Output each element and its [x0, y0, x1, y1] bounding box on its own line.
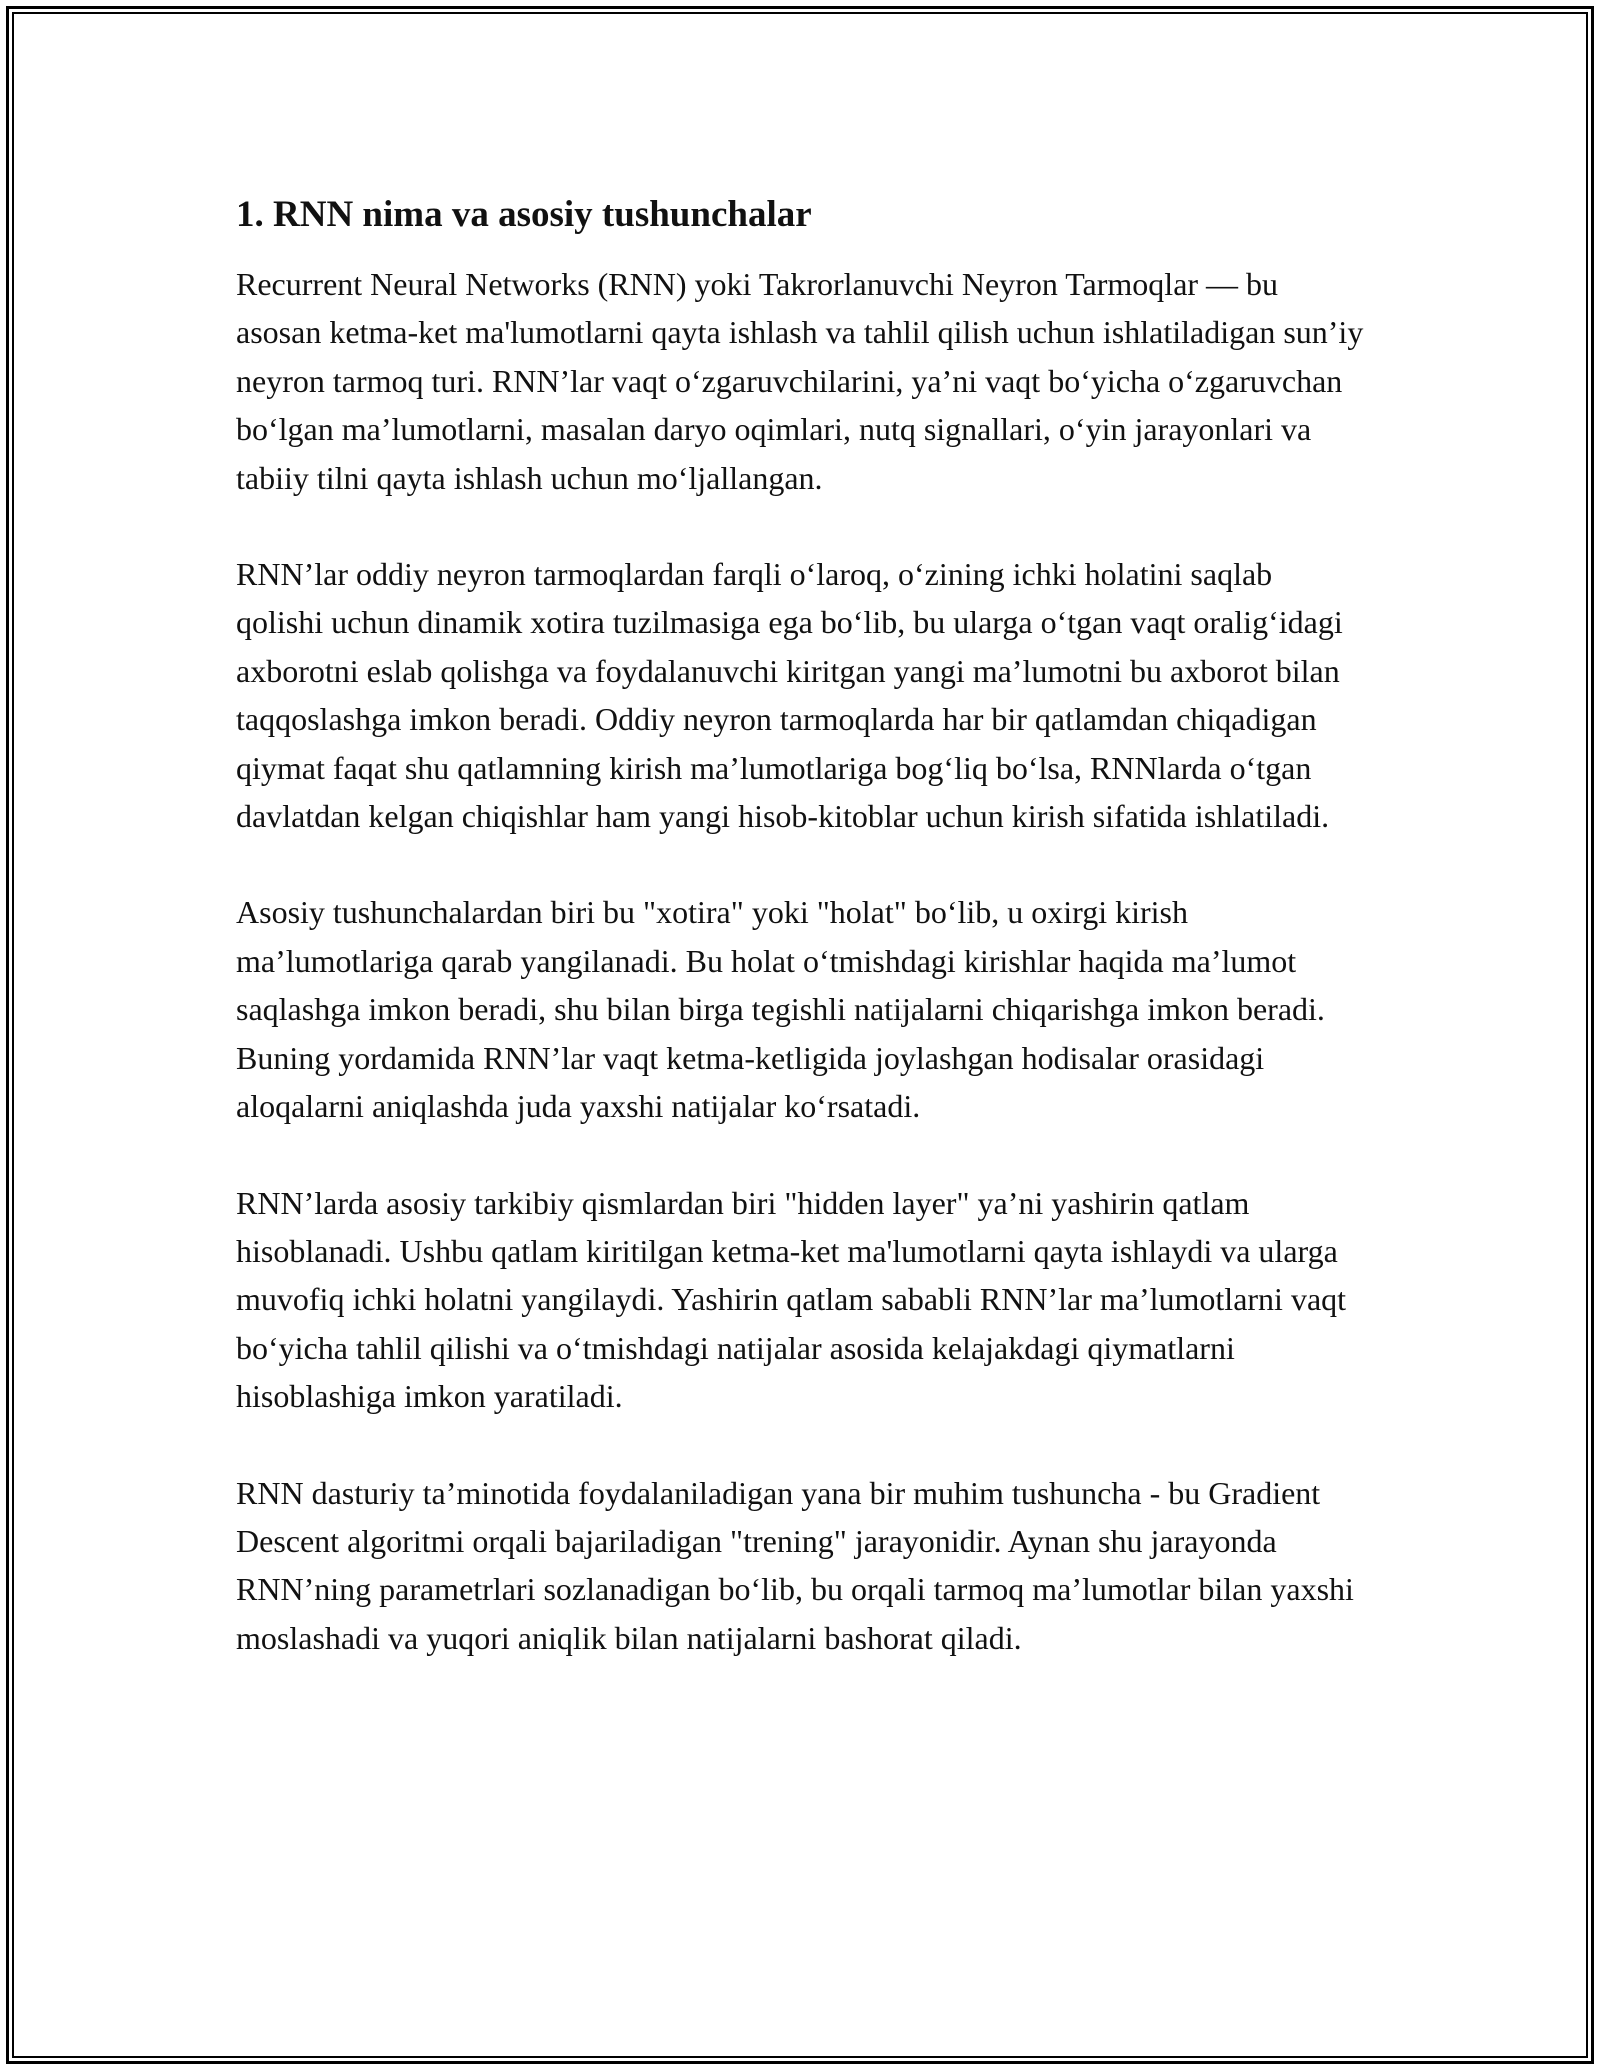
document-body [236, 186, 1366, 1662]
paragraph-training: RNN dasturiy ta’minotida foydalaniladigan yana bir muhim tushuncha - bu Gradient Descent algoritmi orqali bajariladigan "trening" jarayonidir. Aynan shu jarayonda RNN’ning parametrlari sozlanadigan boʻlib, bu orqali tarmoq ma’lumotlar bilan yaxshi moslashadi va yuqori aniqlik bilan natijalarni bashorat qiladi. [236, 1474, 1354, 1656]
paragraph-memory-state: Asosiy tushunchalardan biri bu "xotira" yoki "holat" boʻlib, u oxirgi kirish ma’lumotlariga qarab yangilanadi. Bu holat oʻtmishdagi kirishlar haqida ma’lumot saqlashga imkon beradi, shu bilan birga tegishli natijalarni chiqarishga imkon beradi. Buning yordamida RNN’lar vaqt ketma-ketligida joylashgan hodisalar orasidagi aloqalarni aniqlashda juda yaxshi natijalar koʻrsatadi. [236, 894, 1325, 1125]
paragraph-hidden-layer: RNN’larda asosiy tarkibiy qismlardan biri "hidden layer" ya’ni yashirin qatlam hisoblanadi. Ushbu qatlam kiritilgan ketma-ket ma'lumotlarni qayta ishlaydi va ularga muvofiq ichki holatni yangilaydi. Yashirin qatlam sababli RNN’lar ma’lumotlarni vaqt boʻyicha tahlil qilishi va oʻtmishdagi natijalar asosida kelajakdagi qiymatlarni hisoblashiga imkon yaratiladi. [236, 1184, 1347, 1415]
section-heading: 1. RNN nima va asosiy tushunchalar [236, 194, 812, 235]
paragraph-internal-state: RNN’lar oddiy neyron tarmoqlardan farqli oʻlaroq, oʻzining ichki holatini saqlab qolishi uchun dinamik xotira tuzilmasiga ega boʻlib, bu ularga oʻtgan vaqt oraligʻidagi axborotni eslab qolishga va foydalanuvchi kiritgan yangi ma’lumotni bu axborot bilan taqqoslashga imkon beradi. Oddiy neyron tarmoqlarda har bir qatlamdan chiqadigan qiymat faqat shu qatlamning kirish ma’lumotlariga bogʻliq boʻlsa, RNNlarda oʻtgan davlatdan kelgan chiqishlar ham yangi hisob-kitoblar uchun kirish sifatida ishlatiladi. [236, 556, 1343, 835]
paragraph-rnn-definition: Recurrent Neural Networks (RNN) yoki Takrorlanuvchi Neyron Tarmoqlar — bu asosan ketma-ket ma'lumotlarni qayta ishlash va tahlil qilish uchun ishlatiladigan sun’iy neyron tarmoq turi. RNN’lar vaqt oʻzgaruvchilarini, ya’ni vaqt boʻyicha oʻzgaruvchan boʻlgan ma’lumotlarni, masalan daryo oqimlari, nutq signallari, oʻyin jarayonlari va tabiiy tilni qayta ishlash uchun moʻljallangan. [236, 266, 1364, 496]
